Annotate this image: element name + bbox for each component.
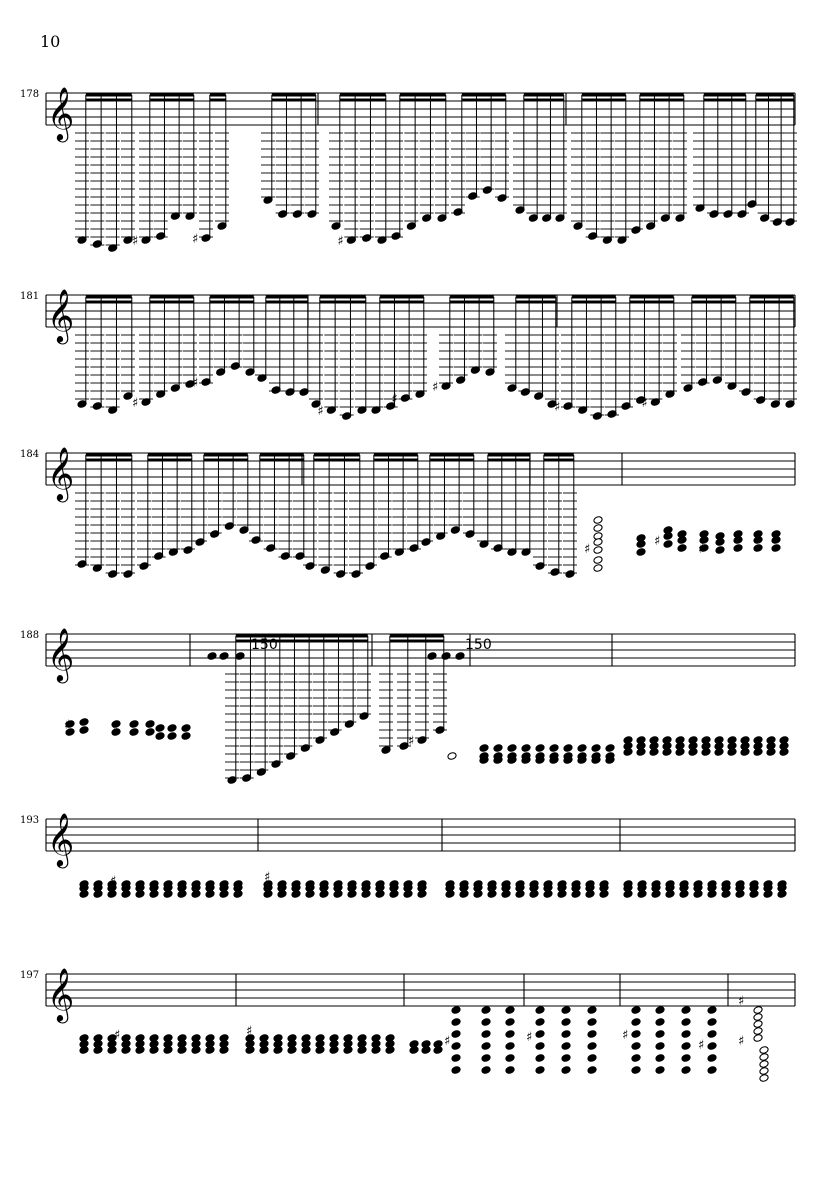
note-head	[707, 1030, 717, 1039]
note-head	[759, 1053, 769, 1062]
note-head	[591, 744, 601, 753]
note-head	[681, 1006, 691, 1015]
tempo-marking: 150	[465, 637, 492, 653]
note-head	[505, 1054, 515, 1063]
note-head	[441, 652, 451, 661]
note-head	[451, 1054, 461, 1063]
note-head	[447, 752, 457, 761]
note-head	[451, 1042, 461, 1051]
note-head	[549, 744, 559, 753]
note-head	[681, 1066, 691, 1075]
note-head	[707, 1066, 717, 1075]
note-head	[631, 1018, 641, 1027]
note-head	[587, 1042, 597, 1051]
note-head	[505, 1006, 515, 1015]
sharp-sign: ♯	[112, 722, 119, 737]
note-head	[577, 744, 587, 753]
sharp-sign: ♯	[526, 1030, 533, 1045]
note-head	[505, 1042, 515, 1051]
note-head	[631, 1054, 641, 1063]
note-head	[753, 1034, 763, 1043]
treble-clef: 𝄞	[47, 86, 75, 140]
note-head	[707, 1006, 717, 1015]
note-head	[561, 1018, 571, 1027]
note-head	[587, 1030, 597, 1039]
note-head	[587, 1054, 597, 1063]
note-head	[759, 1067, 769, 1076]
sharp-sign: ♯	[264, 870, 271, 885]
note-head	[753, 544, 763, 553]
note-head	[587, 1006, 597, 1015]
note-head	[145, 728, 155, 737]
note-head	[715, 546, 725, 555]
note-head	[129, 728, 139, 737]
sharp-sign: ♯	[114, 1028, 121, 1043]
note-head	[79, 718, 89, 727]
measure-number: 181	[20, 291, 40, 302]
note-head	[681, 1018, 691, 1027]
note-head	[733, 544, 743, 553]
note-head	[451, 1018, 461, 1027]
note-head	[707, 1054, 717, 1063]
note-head	[145, 720, 155, 729]
note-head	[605, 744, 615, 753]
note-head	[535, 1042, 545, 1051]
note-head	[535, 1030, 545, 1039]
note-head	[507, 744, 517, 753]
note-head	[631, 1042, 641, 1051]
sharp-sign: ♯	[317, 404, 324, 419]
note-head	[481, 1066, 491, 1075]
note-head	[505, 1030, 515, 1039]
sharp-sign: ♯	[246, 1024, 253, 1039]
note-head	[535, 744, 545, 753]
note-head	[655, 1054, 665, 1063]
note-head	[493, 744, 503, 753]
note-head	[481, 1018, 491, 1027]
note-head	[681, 1054, 691, 1063]
note-head	[707, 1042, 717, 1051]
measure-number: 197	[20, 970, 40, 981]
note-head	[535, 1054, 545, 1063]
note-head	[655, 1006, 665, 1015]
note-head	[451, 1006, 461, 1015]
note-head	[535, 1006, 545, 1015]
measure-number: 193	[20, 815, 40, 826]
sharp-sign: ♯	[432, 380, 439, 395]
note-head	[587, 1066, 597, 1075]
note-head	[481, 1006, 491, 1015]
note-head	[753, 1027, 763, 1036]
note-head	[427, 652, 437, 661]
sharp-sign: ♯	[654, 534, 661, 549]
note-head	[481, 1042, 491, 1051]
note-head	[759, 1074, 769, 1083]
sharp-sign: ♯	[132, 234, 139, 249]
note-head	[563, 744, 573, 753]
note-head	[593, 516, 603, 525]
treble-clef: 𝄞	[47, 967, 75, 1021]
note-head	[753, 1013, 763, 1022]
treble-clef: 𝄞	[47, 812, 75, 866]
note-head	[631, 1066, 641, 1075]
note-head	[631, 1006, 641, 1015]
note-head	[167, 732, 177, 741]
note-head	[681, 1030, 691, 1039]
sharp-sign: ♯	[110, 874, 117, 889]
note-head	[455, 652, 465, 661]
note-head	[759, 1060, 769, 1069]
note-head	[219, 652, 229, 661]
note-head	[587, 1018, 597, 1027]
note-head	[79, 726, 89, 735]
note-head	[561, 1066, 571, 1075]
sharp-sign: ♯	[444, 1034, 451, 1049]
note-head	[753, 1020, 763, 1029]
note-head	[535, 1018, 545, 1027]
note-head	[155, 724, 165, 733]
note-head	[561, 1042, 571, 1051]
measure-number: 188	[20, 630, 40, 641]
note-head	[481, 1054, 491, 1063]
note-head	[759, 1046, 769, 1055]
sharp-sign: ♯	[554, 400, 561, 415]
note-head	[181, 732, 191, 741]
note-head	[655, 1066, 665, 1075]
page-number: 10	[40, 32, 61, 51]
note-head	[753, 1006, 763, 1015]
note-head	[479, 744, 489, 753]
treble-clef: 𝄞	[47, 446, 75, 500]
sharp-sign: ♯	[192, 376, 199, 391]
note-head	[451, 1030, 461, 1039]
tempo-marking: 150	[251, 637, 278, 653]
note-head	[677, 544, 687, 553]
sharp-sign: ♯	[641, 396, 648, 411]
note-head	[561, 1030, 571, 1039]
sharp-sign: ♯	[698, 542, 705, 557]
note-head	[593, 546, 603, 555]
note-head	[235, 652, 245, 661]
note-head	[593, 524, 603, 533]
note-head	[655, 1030, 665, 1039]
note-head	[681, 1042, 691, 1051]
sharp-sign: ♯	[698, 1038, 705, 1053]
sharp-sign: ♯	[408, 734, 415, 749]
note-head	[707, 1018, 717, 1027]
note-head	[129, 720, 139, 729]
note-head	[561, 1006, 571, 1015]
sharp-sign: ♯	[738, 994, 745, 1009]
note-head	[593, 564, 603, 573]
note-head	[593, 556, 603, 565]
treble-clef: 𝄞	[47, 627, 75, 681]
note-head	[521, 744, 531, 753]
note-head	[771, 544, 781, 553]
note-head	[181, 724, 191, 733]
note-head	[451, 1066, 461, 1075]
measure-number: 178	[20, 89, 40, 100]
sharp-sign: ♯	[622, 1028, 629, 1043]
note-head	[481, 1030, 491, 1039]
note-head	[167, 724, 177, 733]
sharp-sign: ♯	[337, 234, 344, 249]
note-head	[505, 1066, 515, 1075]
note-head	[663, 540, 673, 549]
sharp-sign: ♯	[584, 542, 591, 557]
sharp-sign: ♯	[738, 1034, 745, 1049]
measure-number: 184	[20, 449, 40, 460]
note-head	[655, 1042, 665, 1051]
note-head	[631, 1030, 641, 1039]
note-head	[505, 1018, 515, 1027]
note-head	[207, 652, 217, 661]
note-head	[155, 732, 165, 741]
sharp-sign: ♯	[391, 392, 398, 407]
treble-clef: 𝄞	[47, 288, 75, 342]
sharp-sign: ♯	[132, 396, 139, 411]
note-head	[561, 1054, 571, 1063]
note-head	[655, 1018, 665, 1027]
note-head	[535, 1066, 545, 1075]
sharp-sign: ♯	[64, 718, 71, 733]
sharp-sign: ♯	[192, 232, 199, 247]
note-head	[636, 548, 646, 557]
